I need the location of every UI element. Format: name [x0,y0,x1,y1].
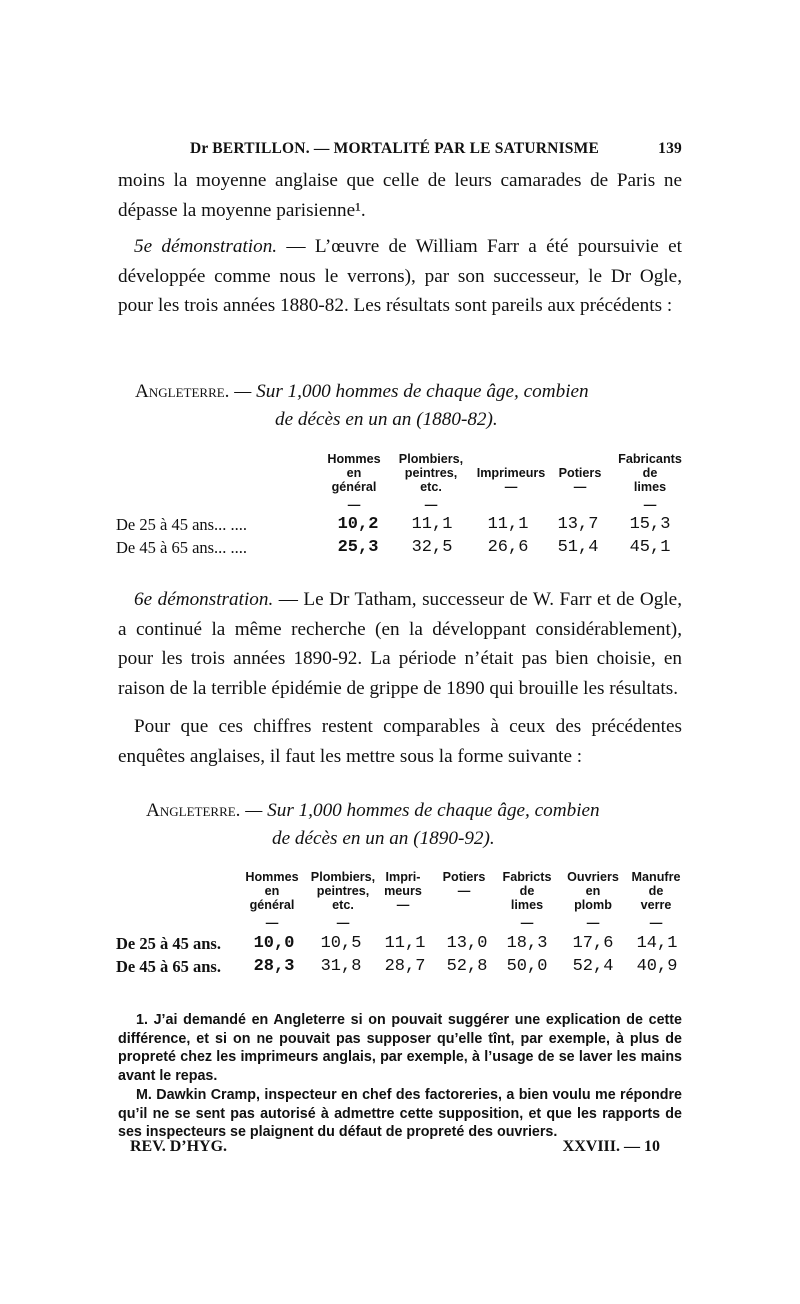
table2-cell: 40,9 [636,957,678,976]
table2-cell: 28,3 [253,957,295,976]
table1-col-header: Fabricants de limes — [618,452,682,512]
paragraph-form [118,712,682,771]
table1-cell: 13,7 [557,515,599,534]
table2-cell: 31,8 [320,957,362,976]
table2-title-prefix: Angleterre. [146,800,241,821]
table2-cell: 10,5 [320,934,362,953]
table1-cell: 26,6 [487,538,529,557]
table2-title-line1: — Sur 1,000 hommes de chaque âge, combien [240,800,600,821]
table2-cell: 52,4 [572,957,614,976]
table1-cell: 32,5 [411,538,453,557]
table2-cell: 13,0 [446,934,488,953]
table2-title [146,797,600,853]
footnote [118,1011,682,1085]
paragraph-demonstration-5 [118,232,682,321]
table2-col-header: Manufre de verre — [631,870,681,930]
table1-cell: 11,1 [487,515,529,534]
paragraph-text: Pour que ces chiffres restent comparables à ceux des précédentes enquêtes anglaises, il faut les mettre sous la forme suivante : [118,716,682,767]
table1-cell: 45,1 [629,538,671,557]
table2-title-line2: de décès en un an (1890-92). [272,828,495,849]
table1-col-header: Imprimeurs — [476,466,546,494]
table1-title-line2: de décès en un an (1880-82). [275,409,498,430]
footnote-text: 1. J’ai demandé en Angleterre si on pouvait suggérer une explication de cette différence, et si on ne pouvait pas supposer qu’elle tînt, par exemple, à plus de propreté chez les imprimeurs anglais, par exemple, à l’usage de se laver les mains avant le repas. [118,1012,682,1084]
table2-cell: 50,0 [506,957,548,976]
paragraph-text: — Le Dr Tatham, successeur de W. Farr et de Ogle, a continué la même recherche (en la développant considérablement), pour les trois années 1890-92. La période n’était pas bien choisie, en raison de la terrible épidémie de grippe de 1890 qui brouille les résultats. [118,589,682,699]
running-title: Dr BERTILLON. — MORTALITÉ PAR LE SATURNISME [190,140,599,157]
table2-col-header: Potiers — [442,870,486,898]
table1-cell: 11,1 [411,515,453,534]
table1-title-prefix: Angleterre. [135,381,230,402]
table2-cell: 10,0 [253,934,295,953]
paragraph-lead: 6e démonstration. [134,589,274,610]
table1-row-label: De 45 à 65 ans... .... [116,538,248,557]
table2-cell: 52,8 [446,957,488,976]
table2-cell: 11,1 [384,934,426,953]
signature-left: REV. D’HYG. [130,1138,228,1155]
table2-col-header: Hommes en général — [245,870,299,930]
paragraph-text: moins la moyenne anglaise que celle de leurs camarades de Paris ne dépasse la moyenne parisienne¹. [118,170,682,221]
table2-row-label: De 25 à 45 ans. [116,934,221,953]
table2-col-header: Impri- meurs — [384,870,422,912]
page-number: 139 [658,140,682,157]
table1-col-header: Plombiers, peintres, etc. — [398,452,464,512]
footnote-continuation [118,1086,682,1142]
running-head [190,140,682,158]
table1-cell: 15,3 [629,515,671,534]
signature-line [130,1138,660,1156]
table1-col-header: Hommes en général — [327,452,381,512]
table1-cell: 10,2 [337,515,379,534]
table2-col-header: Plombiers, peintres, etc. — [310,870,376,930]
table1-title-line1: — Sur 1,000 hommes de chaque âge, combien [229,381,589,402]
paragraph-lead: 5e démonstration. [134,236,278,257]
paragraph-text: — L’œuvre de William Farr a été poursuivie et développée comme nous le verrons), par son successeur, le Dr Ogle, pour les trois années 1880-82. Les résultats sont pareils aux précédents : [118,236,682,316]
table2-cell: 18,3 [506,934,548,953]
table1-col-header: Potiers — [558,466,602,494]
table1-title [135,378,589,434]
table2-cell: 17,6 [572,934,614,953]
table1-cell: 51,4 [557,538,599,557]
table2-col-header: Fabricts de limes — [502,870,552,930]
paragraph-continuation [118,166,682,225]
table2-cell: 28,7 [384,957,426,976]
signature-right: XXVIII. — 10 [562,1138,660,1155]
table2-cell: 14,1 [636,934,678,953]
paragraph-demonstration-6 [118,585,682,703]
table2-row-label: De 45 à 65 ans. [116,957,221,976]
footnote-text: M. Dawkin Cramp, inspecteur en chef des factoreries, a bien voulu me répondre qu’il ne se sent pas autorisé à admettre cette supposition, et que les rapports de ses inspecteurs se plaignent du défaut de propreté des ouvriers. [118,1087,682,1141]
table1-cell: 25,3 [337,538,379,557]
table1-row-label: De 25 à 45 ans... .... [116,515,248,534]
table2-col-header: Ouvriers en plomb — [567,870,619,930]
